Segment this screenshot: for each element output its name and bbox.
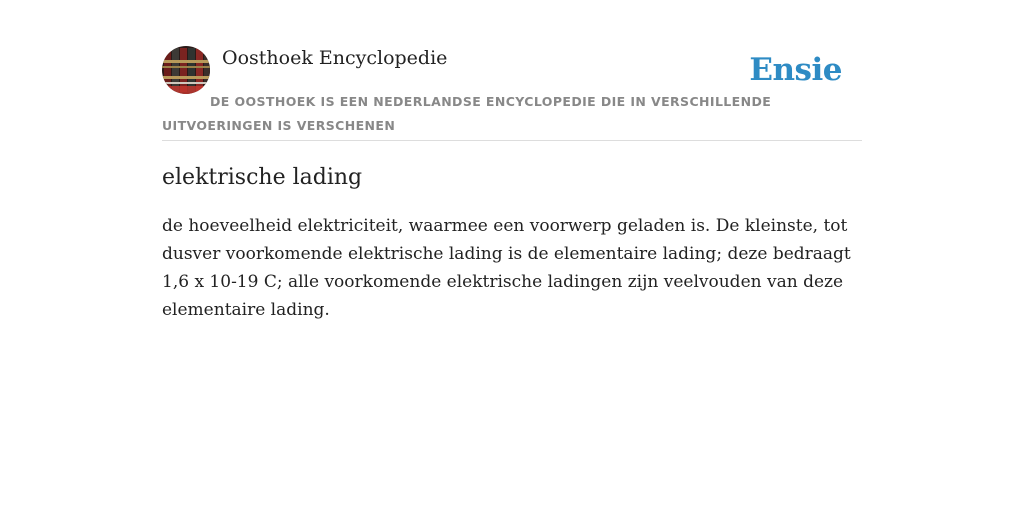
site-title[interactable]: Oosthoek Encyclopedie [222, 47, 448, 69]
article [162, 160, 862, 324]
brand-logo-link[interactable]: Ensie [749, 52, 842, 88]
header [162, 46, 862, 141]
site-tagline: DE OOSTHOEK IS EEN NEDERLANDSE ENCYCLOPEDIE DIE IN VERSCHILLENDE UITVOERINGEN IS VERSCHENEN [162, 94, 772, 133]
article-body: de hoeveelheid elektriciteit, waarmee een voorwerp geladen is. De kleinste, tot dusver voorkomende elektrische lading is de elementaire lading; deze bedraagt 1,6 x 10-19 C; alle voorkomende elektrische ladingen zijn veelvouden van deze elementaire lading. [162, 216, 851, 320]
encyclopedia-books-icon[interactable] [162, 46, 210, 94]
article-title: elektrische lading [162, 165, 363, 190]
